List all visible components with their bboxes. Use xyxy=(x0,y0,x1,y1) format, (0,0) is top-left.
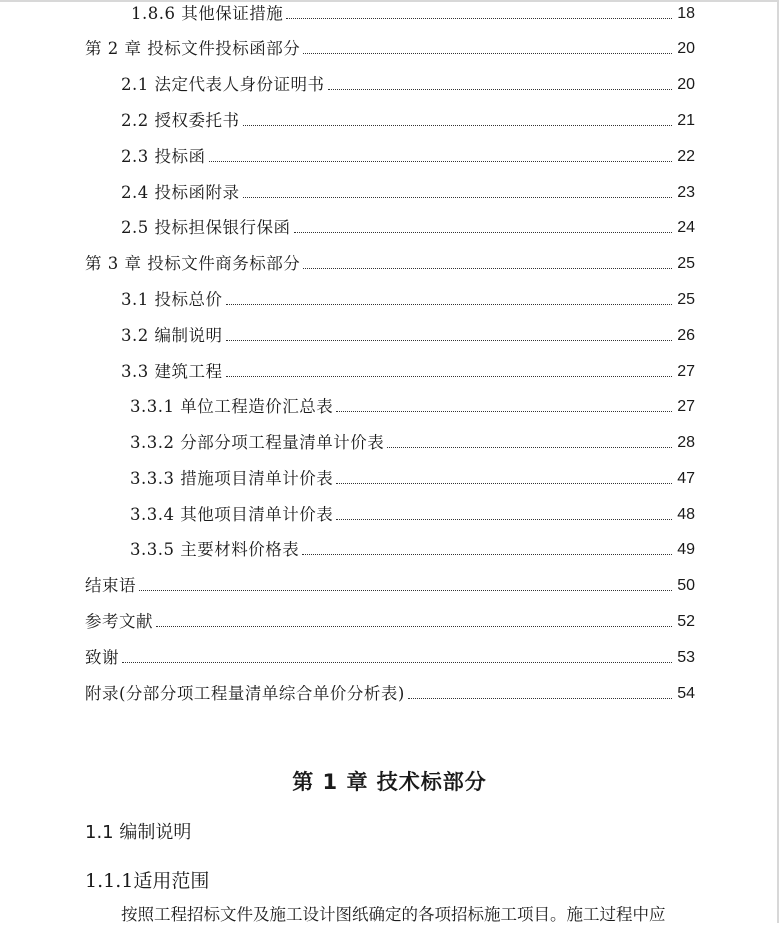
section-heading: 1.1 编制说明 xyxy=(85,822,192,843)
page-top-edge xyxy=(0,0,779,2)
toc-leader-dots xyxy=(302,554,672,555)
toc-leader-dots xyxy=(294,232,673,233)
toc-entry-2-4[interactable] xyxy=(121,182,695,204)
body-paragraph: 按照工程招标文件及施工设计图纸确定的各项招标施工项目。施工过程中应 xyxy=(121,905,666,924)
toc-entry-page: 47 xyxy=(677,470,695,487)
toc-entry-3-3-4[interactable] xyxy=(130,504,695,526)
toc-entry-page: 52 xyxy=(677,613,695,630)
toc-entry-1-8-6[interactable] xyxy=(131,3,695,25)
toc-entry-page: 22 xyxy=(677,148,695,165)
toc-entry-3-1[interactable] xyxy=(121,289,695,311)
toc-entry-title: 3.3 建筑工程 xyxy=(121,362,223,381)
toc-entry-references[interactable] xyxy=(85,611,695,633)
toc-leader-dots xyxy=(303,268,672,269)
toc-leader-dots xyxy=(328,89,673,90)
toc-entry-2-3[interactable] xyxy=(121,146,695,168)
subsection-heading: 1.1.1适用范围 xyxy=(85,870,210,892)
toc-entry-appendix[interactable] xyxy=(85,683,695,705)
toc-leader-dots xyxy=(336,483,672,484)
toc-entry-title: 3.2 编制说明 xyxy=(121,326,223,345)
chapter-heading: 第 1 章 技术标部分 xyxy=(292,770,487,794)
toc-leader-dots xyxy=(336,519,672,520)
toc-entry-title: 1.8.6 其他保证措施 xyxy=(131,4,284,23)
toc-entry-3-3-1[interactable] xyxy=(130,396,695,418)
toc-leader-dots xyxy=(156,626,672,627)
toc-entry-title: 参考文献 xyxy=(85,612,153,631)
toc-entry-page: 50 xyxy=(677,577,695,594)
toc-entry-title: 3.3.5 主要材料价格表 xyxy=(130,540,300,559)
toc-entry-page: 21 xyxy=(677,112,695,129)
toc-leader-dots xyxy=(243,197,673,198)
toc-entry-2-5[interactable] xyxy=(121,217,695,239)
toc-entry-title: 2.3 投标函 xyxy=(121,147,206,166)
toc-entry-title: 3.1 投标总价 xyxy=(121,290,223,309)
toc-entry-page: 23 xyxy=(677,184,695,201)
toc-entry-page: 49 xyxy=(677,541,695,558)
toc-entry-page: 54 xyxy=(677,685,695,702)
toc-leader-dots xyxy=(336,411,672,412)
toc-leader-dots xyxy=(209,161,673,162)
toc-entry-page: 26 xyxy=(677,327,695,344)
toc-entry-title: 3.3.1 单位工程造价汇总表 xyxy=(130,397,334,416)
toc-entry-page: 24 xyxy=(677,219,695,236)
toc-entry-title: 第 3 章 投标文件商务标部分 xyxy=(85,254,301,273)
toc-entry-chapter-2[interactable] xyxy=(85,38,695,60)
toc-entry-page: 27 xyxy=(677,398,695,415)
toc-entry-3-3-5[interactable] xyxy=(130,539,695,561)
toc-entry-title: 3.3.4 其他项目清单计价表 xyxy=(130,505,334,524)
toc-entry-page: 20 xyxy=(677,40,695,57)
toc-entry-page: 25 xyxy=(677,291,695,308)
toc-entry-title: 2.1 法定代表人身份证明书 xyxy=(121,75,325,94)
toc-entry-title: 2.4 投标函附录 xyxy=(121,183,240,202)
toc-entry-3-3-3[interactable] xyxy=(130,468,695,490)
toc-entry-page: 53 xyxy=(677,649,695,666)
toc-entry-acknowledgements[interactable] xyxy=(85,647,695,669)
toc-entry-chapter-3[interactable] xyxy=(85,253,695,275)
toc-leader-dots xyxy=(226,340,673,341)
toc-entry-page: 28 xyxy=(677,434,695,451)
toc-entry-page: 48 xyxy=(677,506,695,523)
toc-entry-title: 附录(分部分项工程量清单综合单价分析表) xyxy=(85,684,405,703)
toc-leader-dots xyxy=(408,698,672,699)
toc-entry-conclusion[interactable] xyxy=(85,575,695,597)
toc-entry-2-1[interactable] xyxy=(121,74,695,96)
toc-leader-dots xyxy=(122,662,672,663)
toc-entry-title: 3.3.2 分部分项工程量清单计价表 xyxy=(130,433,385,452)
toc-leader-dots xyxy=(243,125,673,126)
toc-entry-3-2[interactable] xyxy=(121,325,695,347)
toc-entry-title: 结束语 xyxy=(85,576,136,595)
toc-entry-page: 27 xyxy=(677,363,695,380)
toc-leader-dots xyxy=(139,590,672,591)
toc-entry-title: 2.2 授权委托书 xyxy=(121,111,240,130)
toc-entry-title: 致谢 xyxy=(85,648,119,667)
toc-leader-dots xyxy=(387,447,672,448)
toc-entry-2-2[interactable] xyxy=(121,110,695,132)
toc-leader-dots xyxy=(303,53,672,54)
toc-leader-dots xyxy=(226,376,673,377)
toc-entry-page: 25 xyxy=(677,255,695,272)
toc-leader-dots xyxy=(226,304,673,305)
toc-entry-page: 20 xyxy=(677,76,695,93)
toc-leader-dots xyxy=(286,18,672,19)
toc-entry-title: 3.3.3 措施项目清单计价表 xyxy=(130,469,334,488)
toc-entry-3-3[interactable] xyxy=(121,361,695,383)
toc-entry-3-3-2[interactable] xyxy=(130,432,695,454)
toc-entry-title: 2.5 投标担保银行保函 xyxy=(121,218,291,237)
toc-entry-page: 18 xyxy=(677,5,695,22)
toc-entry-title: 第 2 章 投标文件投标函部分 xyxy=(85,39,301,58)
